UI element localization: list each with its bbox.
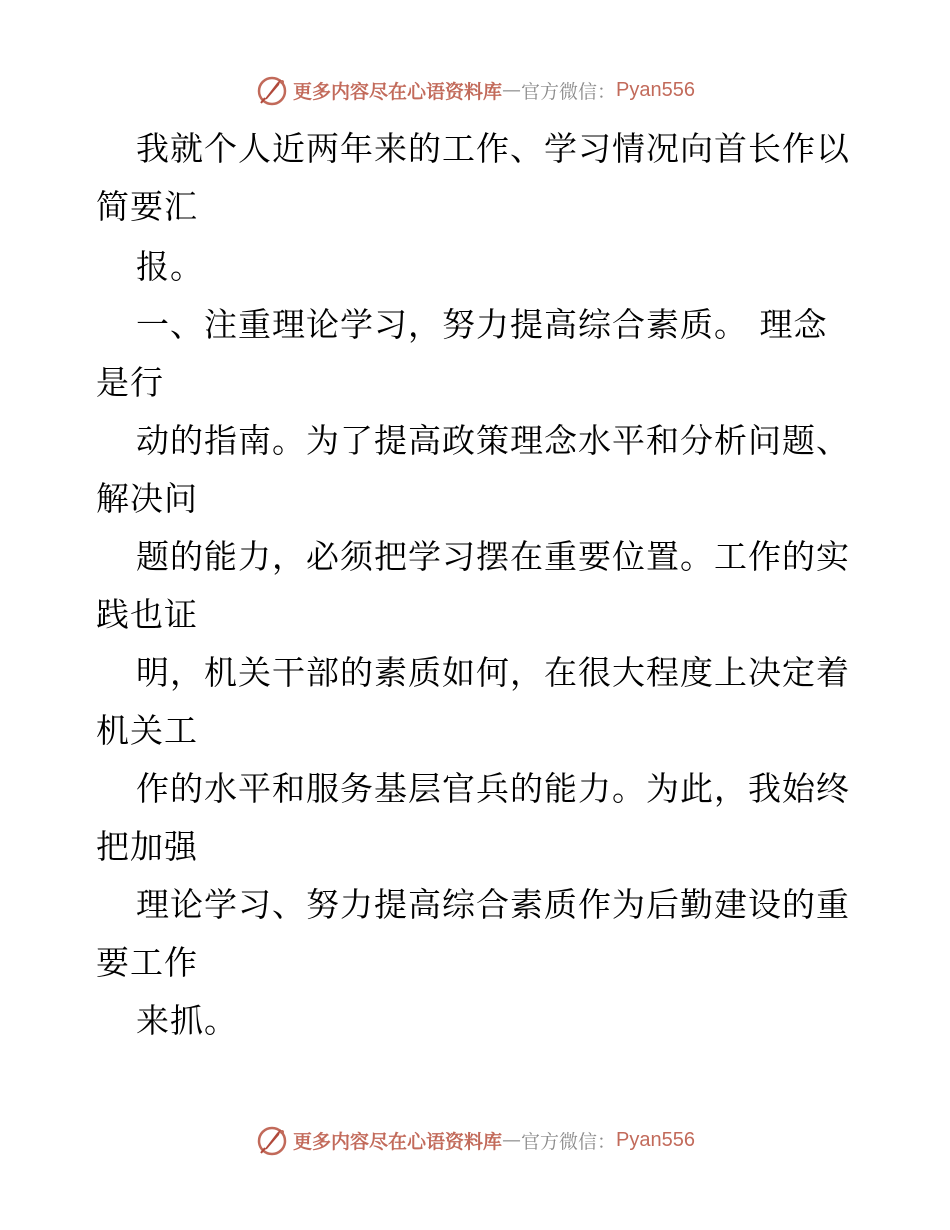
header-banner xyxy=(0,72,950,108)
quill-pen-logo-icon xyxy=(255,73,289,107)
body-line: 解决问 xyxy=(96,479,198,518)
body-line: 是行 xyxy=(96,363,164,402)
footer-dash: — xyxy=(502,1129,522,1151)
body-line: 理论学习、努力提高综合素质作为后勤建设的重 xyxy=(136,885,850,924)
footer-banner xyxy=(0,1122,950,1158)
body-line: 践也证 xyxy=(96,595,198,634)
body-line: 要工作 xyxy=(96,943,198,982)
body-line: 动的指南。为了提高政策理念水平和分析问题、 xyxy=(136,421,850,460)
header-wechat-label: 官方微信： xyxy=(521,80,617,103)
footer-wechat-label: 官方微信： xyxy=(521,1130,617,1153)
body-line: 作的水平和服务基层官兵的能力。为此，我始终 xyxy=(136,769,850,808)
body-line: 报。 xyxy=(136,247,204,286)
quill-pen-logo-icon xyxy=(255,1123,289,1157)
header-promo-text: 更多内容尽在心语资料库 xyxy=(293,80,503,103)
body-line: 一、注重理论学习，努力提高综合素质。 理念 xyxy=(136,305,828,344)
body-line: 机关工 xyxy=(96,711,198,750)
footer-wechat-id: Pyan556 xyxy=(616,1128,695,1151)
body-line: 把加强 xyxy=(96,827,198,866)
header-wechat-id: Pyan556 xyxy=(616,78,695,101)
body-line: 明，机关干部的素质如何，在很大程度上决定着 xyxy=(136,653,850,692)
body-line: 简要汇 xyxy=(96,187,198,226)
body-line: 来抓。 xyxy=(136,1001,238,1040)
body-line: 题的能力，必须把学习摆在重要位置。工作的实 xyxy=(136,537,850,576)
header-dash: — xyxy=(502,79,522,101)
footer-promo-text: 更多内容尽在心语资料库 xyxy=(293,1130,503,1153)
body-line: 我就个人近两年来的工作、学习情况向首长作以 xyxy=(136,129,850,168)
